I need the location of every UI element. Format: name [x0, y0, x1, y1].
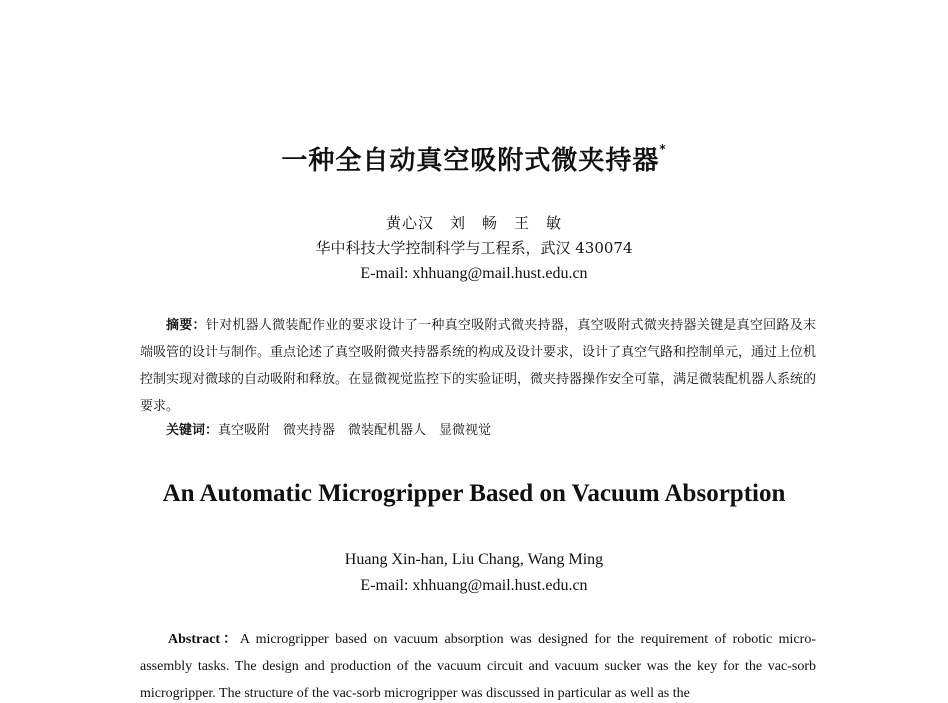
- chinese-affiliation: 华中科技大学控制科学与工程系，武汉 430074: [315, 239, 633, 257]
- english-email: E-mail: xhhuang@mail.hust.edu.cn: [360, 577, 588, 594]
- chinese-title: [0, 140, 948, 177]
- chinese-abstract-label: 摘要：: [166, 318, 206, 333]
- title-footnote-marker: *: [659, 142, 667, 156]
- english-title: An Automatic Microgripper Based on Vacuum Absorption: [162, 480, 786, 507]
- english-abstract-text: A microgripper based on vacuum absorption was designed for the requirement of robotic micro-assembly tasks. The design and production of the vacuum circuit and vacuum sucker was the key for the vac-sorb microgripper. The structure of the vac-sorb microgripper was discussed in particular as well as the: [140, 632, 816, 701]
- chinese-authors: 黄心汉 刘 畅 王 敏: [385, 214, 562, 232]
- chinese-keywords: [140, 417, 816, 444]
- chinese-keywords-label: 关键词：: [166, 423, 219, 438]
- chinese-abstract-text: 针对机器人微装配作业的要求设计了一种真空吸附式微夹持器，真空吸附式微夹持器关键是真空回路及末端吸管的设计与制作。重点论述了真空吸附微夹持器系统的构成及设计要求，设计了真空气路和控制单元，通过上位机控制实现对微球的自动吸附和释放。在显微视觉监控下的实验证明，微夹持器操作安全可靠，满足微装配机器人系统的要求。: [140, 318, 817, 414]
- chinese-abstract: [140, 312, 816, 420]
- english-authors: Huang Xin-han, Liu Chang, Wang Ming: [344, 551, 604, 568]
- english-abstract: [140, 626, 816, 703]
- english-abstract-label: Abstract：: [168, 632, 240, 647]
- chinese-email: E-mail: xhhuang@mail.hust.edu.cn: [360, 265, 588, 282]
- chinese-title-text: 一种全自动真空吸附式微夹持器: [281, 146, 660, 176]
- chinese-keywords-text: 真空吸附 微夹持器 微装配机器人 显微视觉: [218, 423, 492, 438]
